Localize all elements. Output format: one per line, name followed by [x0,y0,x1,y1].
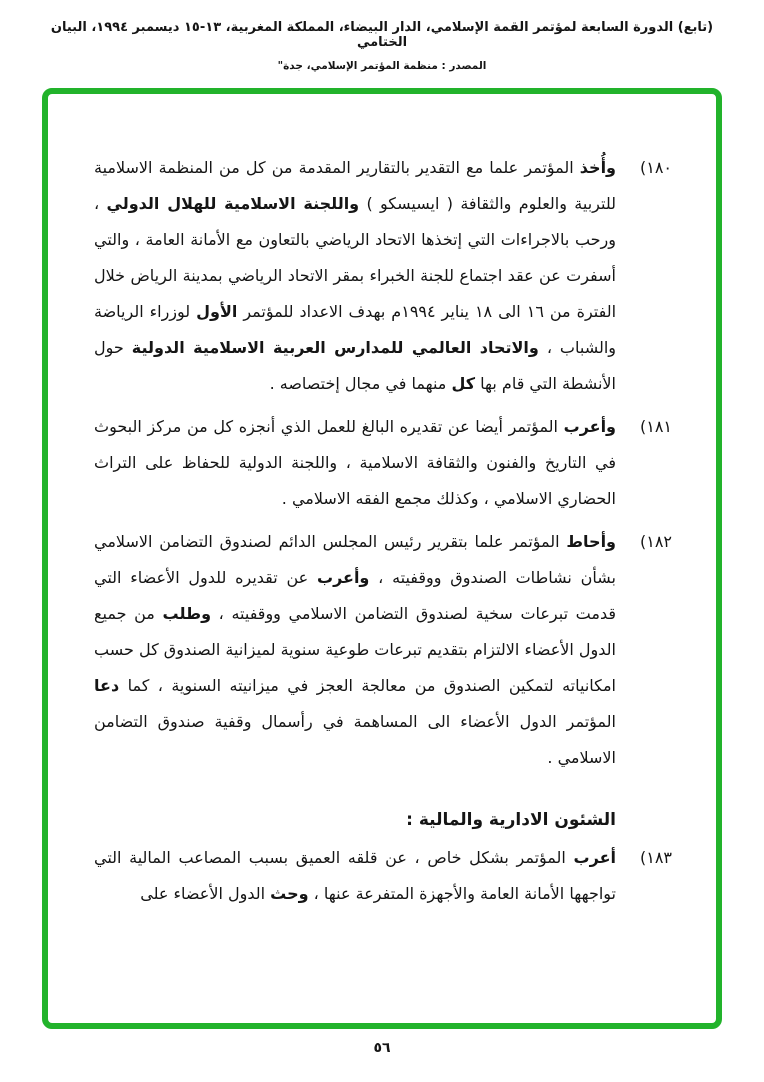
document-header [0,20,764,72]
paragraph-number: ١٨٠) [639,158,672,177]
paragraph-number: ١٨١) [639,417,672,436]
text-run: لوزراء الرياضة والشباب ، [94,302,617,357]
paragraph [94,840,672,912]
text-run: الدول الأعضاء على [140,884,271,903]
bold-text-run: الأول [196,302,238,321]
section-heading: الشئون الادارية والمالية : [406,810,616,830]
text-run: المؤتمر أيضا عن تقديره البالغ للعمل الذي أنجزه كل من مركز البحوث في التاريخ والفنون والثقافة الاسلامية ، واللجنة الدولية للحفاظ على التراث الحضاري الاسلامي ، وكذلك مجمع الفقه الاسلامي . [94,417,616,508]
bold-text-run: واللجنة الاسلامية للهلال الدولي [106,194,360,213]
paragraph-text [94,840,616,912]
paragraph-number: ١٨٢) [639,532,672,551]
paragraph [94,409,672,517]
paragraph [94,524,672,776]
paragraph-text [94,150,616,402]
bold-text-run: وأعرب [563,417,616,436]
paragraph-text [94,524,616,776]
text-run: ، ورحب بالاجراءات التي إتخذها الاتحاد الرياضي بالتعاون مع الأمانة العامة ، والتي أسفرت عن عقد اجتماع للجنة الخبراء بمقر الاتحاد الرياضي بمدينة الرياض خلال الفترة من ١٦ الى ١٨ يناير ١٩٩٤م بهدف الاعداد للمؤتمر [94,194,617,321]
text-run: المؤتمر علما بتقرير رئيس المجلس الدائم لصندوق التضامن الاسلامي بشأن نشاطات الصندوق ووقفيته ، [94,532,616,587]
bold-text-run: وأُخذ [579,158,616,177]
header-title: (تابع) الدورة السابعة لمؤتمر القمة الإسلامي، الدار البيضاء، المملكة المغربية، ١٣-١٥ ديسمبر ١٩٩٤، البيان الختامي [50,20,714,50]
text-run: منهما في مجال إختصاصه . [269,374,452,393]
paragraph-number: ١٨٣) [639,848,672,867]
green-border-frame [42,88,722,1029]
paragraph-text [94,409,616,517]
bold-text-run: وأعرب [316,568,370,587]
document-content [48,94,716,912]
header-source: المصدر : منظمة المؤتمر الإسلامي، جدة" [277,60,487,72]
paragraph [94,150,672,402]
bold-text-run: وطلب [162,604,212,623]
bold-text-run: وحث [270,884,309,903]
bold-text-run: والاتحاد العالمي للمدارس العربية الاسلامية الدولية [131,338,539,357]
text-run: حول الأنشطة التي قام بها [94,338,616,393]
bold-text-run: أعرب [573,848,616,867]
text-run: المؤتمر علما مع التقدير بالتقارير المقدمة من كل من المنظمة الاسلامية للتربية والعلوم والثقافة ( ايسيسكو ) [94,158,616,213]
bold-text-run: كل [451,374,476,393]
text-run: عن تقديره للدول الأعضاء التي قدمت تبرعات سخية لصندوق التضامن الاسلامي ووقفيته ، [94,568,617,623]
text-run: المؤتمر بشكل خاص ، عن قلقه العميق بسبب المصاعب المالية التي تواجهها الأمانة العامة والأجهزة المتفرعة عنها ، [94,848,616,903]
bold-text-run: وأحاط [566,532,616,551]
page-number: ٥٦ [373,1040,391,1056]
bold-text-run: دعا [94,676,120,695]
text-run: المؤتمر الدول الأعضاء الى المساهمة في رأسمال وقفية صندوق التضامن الاسلامي . [94,712,616,767]
text-run: من جميع الدول الأعضاء الالتزام بتقديم تبرعات طوعية سنوية لميزانية الصندوق كل حسب امكانياته لتمكين الصندوق من معالجة العجز في ميزانيته السنوية ، كما [94,604,616,695]
